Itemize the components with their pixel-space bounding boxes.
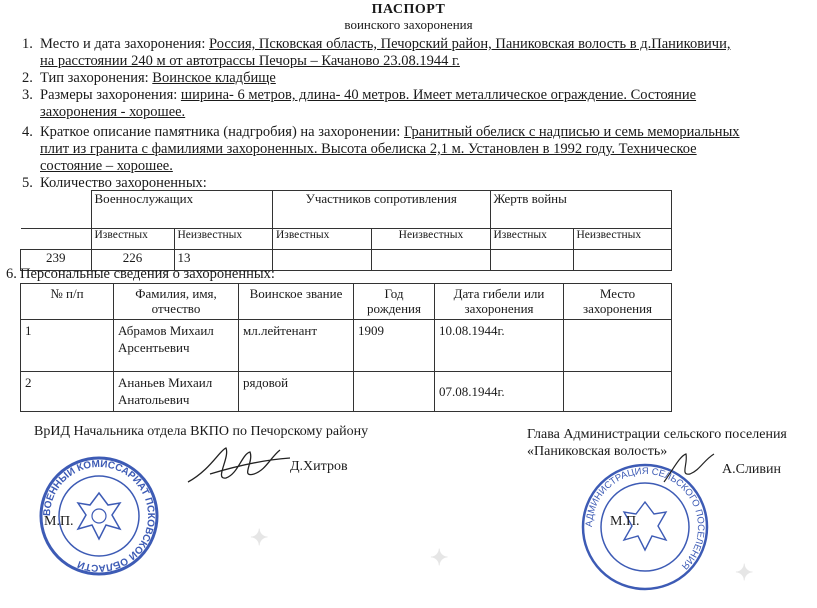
signature-right [660, 448, 720, 488]
column-header: Воинское звание [239, 284, 354, 320]
sub-header: Известных [272, 229, 371, 250]
table-cell [21, 229, 92, 250]
group-header: Военнослужащих [91, 191, 272, 229]
person-birth-year: 1909 [354, 320, 435, 372]
item-value: Гранитный обелиск с надписью и семь мемориальных [403, 124, 740, 140]
sub-header: Неизвестных [372, 229, 490, 250]
person-death-date: 07.08.1944г. [435, 372, 564, 412]
person-birth-year [354, 372, 435, 412]
seal-text: АДМИНИСТРАЦИЯ СЕЛЬСКОГО ПОСЕЛЕНИЯ [583, 465, 707, 572]
item-number: 3. [22, 87, 33, 103]
item-value: захоронения - хорошее. [40, 104, 186, 120]
item-number: 4. [22, 124, 33, 140]
seal-text: ВОЕННЫЙ КОМИССАРИАТ ПСКОВСКОЙ ОБЛАСТИ [41, 458, 157, 574]
person-death-date: 10.08.1944г. [435, 320, 564, 372]
item-value: ширина- 6 метров, длина- 40 метров. Имеет металлическое ограждение. Состояние [180, 87, 697, 103]
column-header: Место захоронения [564, 284, 672, 320]
watermark: ✦ [735, 560, 754, 585]
item-label: Место и дата захоронения: [40, 36, 210, 52]
row-number: 2 [21, 372, 114, 412]
person-rank: мл.лейтенант [239, 320, 354, 372]
item-value: плит из гранита с фамилиями захороненных. Высота обелиска 2,1 м. Установлен в 1992 году. Техническое [40, 141, 697, 157]
item-value: Воинское кладбище [152, 70, 276, 86]
column-header: Год рождения [354, 284, 435, 320]
sub-header: Неизвестных [573, 229, 672, 250]
left-signatory-name: Д.Хитров [290, 459, 348, 474]
count-value: 13 [174, 250, 272, 271]
sub-header: Неизвестных [174, 229, 272, 250]
item-number: 1. [22, 36, 33, 52]
left-signatory-title: ВрИД Начальника отдела ВКПО по Печорскому району [34, 424, 369, 439]
item-value: Россия, Псковская область, Печорский район, Паниковская волость в д.Паниковичи, [209, 36, 731, 52]
item-number: 5. [22, 175, 33, 191]
item-label: Краткое описание памятника (надгробия) на захоронении: [40, 124, 404, 140]
person-name: Абрамов Михаил Арсентьевич [114, 320, 239, 372]
item-value: состояние – хорошее. [40, 158, 173, 174]
watermark: ✦ [430, 545, 449, 570]
person-rank: рядовой [239, 372, 354, 412]
row-number: 1 [21, 320, 114, 372]
watermark: ✦ [250, 525, 269, 550]
item-label: Количество захороненных: [40, 175, 207, 191]
count-table [20, 190, 672, 271]
item-label: Персональные сведения о захороненных: [20, 266, 275, 282]
item-2 [22, 70, 792, 87]
column-header: Дата гибели или захоронения [435, 284, 564, 320]
item-3 [22, 87, 792, 121]
sub-header: Известных [91, 229, 174, 250]
column-header: Фамилия, имя, отчество [114, 284, 239, 320]
count-value: 239 [21, 250, 92, 271]
document-subtitle: воинского захоронения [344, 17, 473, 32]
sub-header: Известных [490, 229, 573, 250]
right-signatory-title: Глава Администрации сельского поселения [527, 427, 787, 442]
item-number: 6. [6, 266, 17, 282]
burial-place [564, 372, 672, 412]
right-signatory-name: А.Сливин [722, 462, 782, 477]
burial-place [564, 320, 672, 372]
person-name: Ананьев Михаил Анатольевич [114, 372, 239, 412]
item-number: 2. [22, 70, 33, 86]
group-header: Участников сопротивления [272, 191, 490, 229]
item-1 [22, 36, 792, 70]
group-header: Жертв войны [490, 191, 672, 229]
item-4 [22, 124, 792, 175]
persons-table [20, 283, 672, 412]
signature-left [180, 440, 300, 490]
document-title: ПАСПОРТ [371, 2, 446, 17]
table-row [21, 372, 672, 412]
table-row [21, 320, 672, 372]
count-value: 226 [91, 250, 174, 271]
item-6 [6, 266, 776, 283]
item-label: Тип захоронения: [40, 70, 153, 86]
item-value: на расстоянии 240 м от автотрассы Печоры – Качаново 23.08.1944 г. [40, 53, 460, 69]
right-stamp-place: М.П. [610, 514, 640, 529]
left-stamp-place: М.П. [44, 514, 74, 529]
item-label: Размеры захоронения: [40, 87, 181, 103]
column-header: № п/п [21, 284, 114, 320]
table-cell [21, 191, 92, 229]
right-signatory-title-2: «Паниковская волость» [527, 444, 668, 459]
